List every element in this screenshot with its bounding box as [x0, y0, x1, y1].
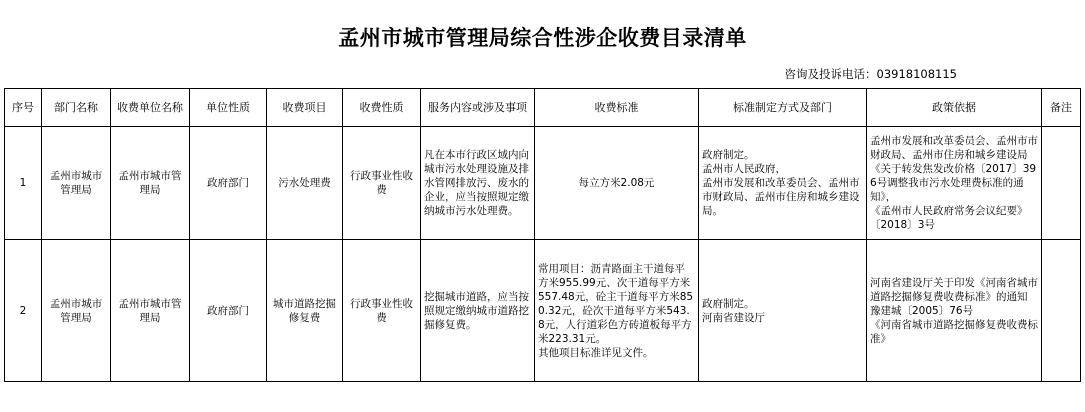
header-method: 标准制定方式及部门 [699, 89, 867, 127]
method-line: 孟州市发展和改革委员会、孟州市市财政局、孟州市住房和城乡建设局。 [702, 177, 860, 217]
contact-phone: 咨询及投诉电话：03918108115 [784, 67, 957, 81]
cell-method [699, 240, 867, 382]
cell-unit: 孟州市城市管理局 [111, 127, 190, 240]
method-line: 孟州市人民政府， [702, 163, 786, 175]
table-row [5, 127, 1081, 240]
policy-line: 《孟州市人民政府常务会议纪要》〔2018〕3号 [870, 205, 1028, 231]
header-item: 收费项目 [267, 89, 343, 127]
fee-table [4, 88, 1081, 382]
cell-remark [1042, 127, 1081, 240]
header-nature: 单位性质 [190, 89, 267, 127]
header-service: 服务内容或涉及事项 [421, 89, 535, 127]
standard-line: 常用项目：沥青路面主干道每平方米955.99元、次干道每平方米557.48元，砼主干道每平方米850.32元，砼次干道每平方米543.8元，人行道彩色方砖道板每平方米223.31元。 [538, 262, 694, 345]
cell-dept: 孟州市城市管理局 [42, 240, 111, 382]
cell-item: 城市道路挖掘修复费 [267, 240, 343, 382]
page-title: 孟州市城市管理局综合性涉企收费目录清单 [338, 26, 747, 50]
header-fee-type: 收费性质 [343, 89, 421, 127]
cell-standard [535, 127, 699, 240]
cell-unit: 孟州市城市管理局 [111, 240, 190, 382]
cell-method [699, 127, 867, 240]
cell-policy [867, 240, 1042, 382]
cell-no: 1 [5, 127, 42, 240]
header-remark: 备注 [1042, 89, 1081, 127]
header-unit: 收费单位名称 [111, 89, 190, 127]
method-line: 政府制定。 [702, 297, 755, 310]
standard-line: 每立方米2.08元 [578, 177, 655, 189]
cell-dept: 孟州市城市管理局 [42, 127, 111, 240]
standard-line: 其他项目标准详见文件。 [538, 346, 654, 359]
header-policy: 政策依据 [867, 89, 1042, 127]
policy-line: 《河南省城市道路挖掘修复费收费标准》 [870, 318, 1038, 345]
cell-standard [535, 240, 699, 382]
cell-fee-type: 行政事业性收费 [343, 127, 421, 240]
cell-fee-type: 行政事业性收费 [343, 240, 421, 382]
cell-nature: 政府部门 [190, 240, 267, 382]
header-standard: 收费标准 [535, 89, 699, 127]
header-no: 序号 [5, 89, 42, 127]
header-dept: 部门名称 [42, 89, 111, 127]
method-line: 政府制定。 [702, 149, 755, 161]
table-row [5, 240, 1081, 382]
policy-line: 河南省建设厅关于印发《河南省城市道路挖掘修复费收费标准》的通知 [870, 276, 1038, 303]
cell-service: 挖掘城市道路，应当按照规定缴纳城市道路挖掘修复费。 [421, 240, 535, 382]
cell-item: 污水处理费 [267, 127, 343, 240]
policy-line: 豫建城〔2005〕76号 [870, 304, 974, 317]
cell-nature: 政府部门 [190, 127, 267, 240]
method-line: 河南省建设厅 [702, 311, 765, 324]
table-header-row [5, 89, 1081, 127]
cell-no: 2 [5, 240, 42, 382]
cell-remark [1042, 240, 1081, 382]
cell-service: 凡在本市行政区域内向城市污水处理设施及排水管网排放污、废水的企业，应当按照规定缴纳城市污水处理费。 [421, 127, 535, 240]
policy-line: 孟州市发展和改革委员会、孟州市市财政局、孟州市住房和城乡建设局《关于转发焦发改价格〔2017〕396号调整我市污水处理费标准的通知》， [870, 135, 1038, 203]
cell-policy [867, 127, 1042, 240]
